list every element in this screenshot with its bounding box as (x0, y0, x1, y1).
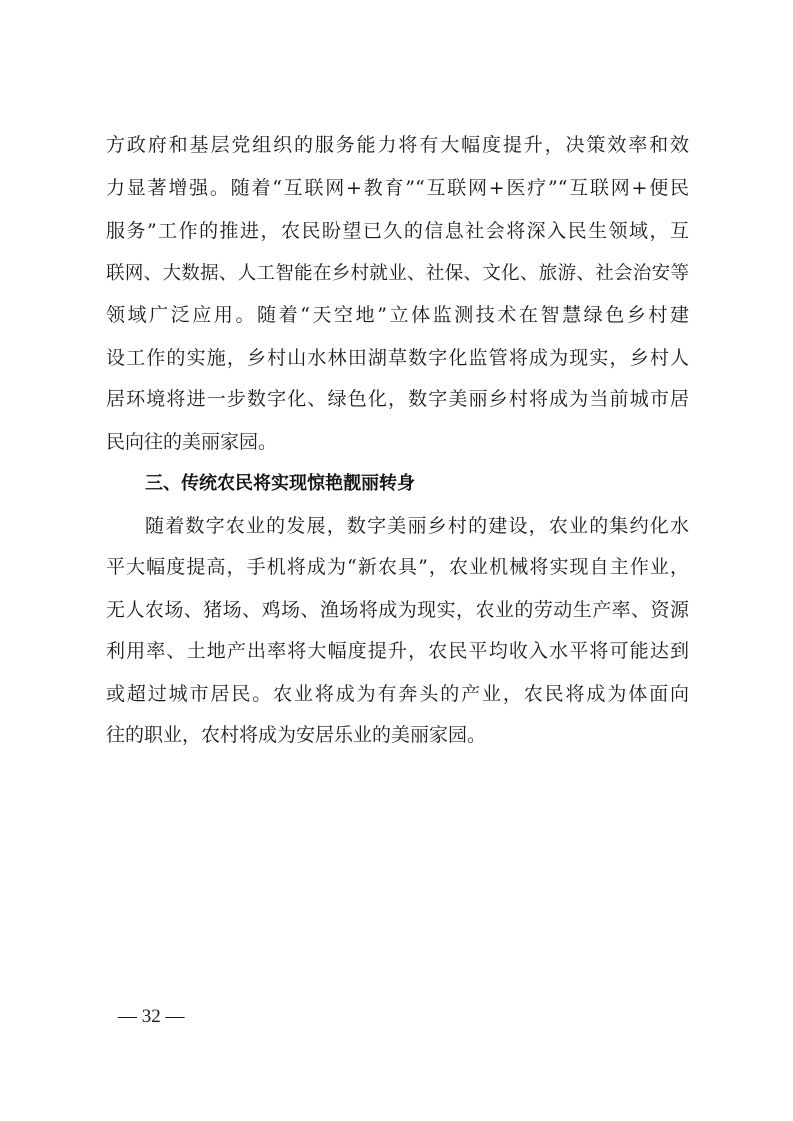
section-heading: 三、传统农民将实现惊艳靓丽转身 (145, 473, 415, 494)
page-number: — 32 — (118, 1006, 185, 1027)
text-line: 设工作的实施，乡村山水林田湖草数字化监管将成为现实，乡村人 (106, 347, 689, 369)
text-line: 利用率、土地产出率将大幅度提升，农民平均收入水平将可能达到 (106, 640, 689, 662)
text-line: 方政府和基层党组织的服务能力将有大幅度提升，决策效率和效 (106, 134, 689, 156)
text-line: 往的职业，农村将成为安居乐业的美丽家园。 (106, 724, 487, 746)
text-line: 领域广泛应用。随着“天空地”立体监测技术在智慧绿色乡村建 (106, 304, 689, 326)
text-line: 无人农场、猪场、鸡场、渔场将成为现实，农业的劳动生产率、资源 (106, 599, 689, 621)
text-line: 随着数字农业的发展，数字美丽乡村的建设，农业的集约化水 (145, 515, 689, 537)
text-line: 居环境将进一步数字化、绿色化，数字美丽乡村将成为当前城市居 (106, 388, 689, 410)
text-line: 民向往的美丽家园。 (106, 431, 278, 453)
text-line: 平大幅度提高，手机将成为“新农具”，农业机械将实现自主作业， (106, 556, 689, 578)
text-line: 联网、大数据、人工智能在乡村就业、社保、文化、旅游、社会治安等 (106, 263, 689, 284)
text-line: 或超过城市居民。农业将成为有奔头的产业，农民将成为体面向 (106, 683, 689, 705)
text-line: 力显著增强。随着“互联网+教育”“互联网+医疗”“互联网+便民 (106, 177, 689, 199)
text-line: 服务”工作的推进，农民盼望已久的信息社会将深入民生领域，互 (106, 220, 689, 242)
